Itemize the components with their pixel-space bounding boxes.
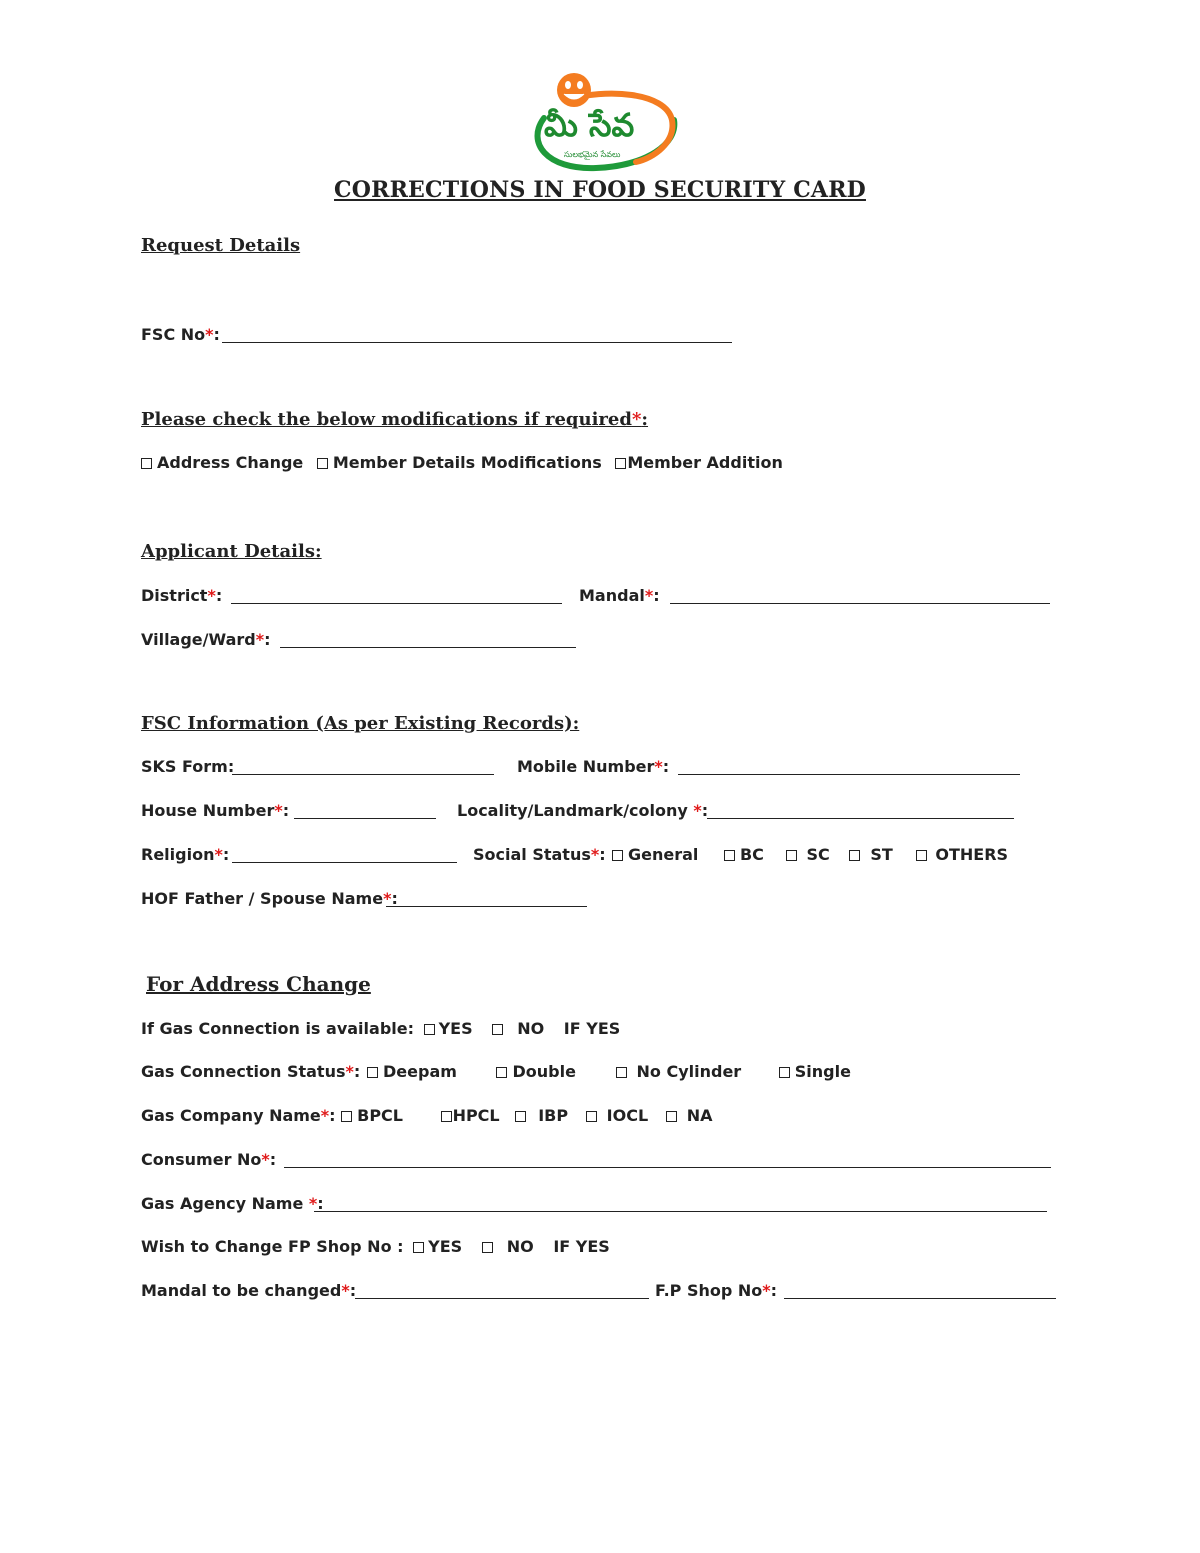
gas-status-label: Gas Connection Status*:	[141, 1062, 361, 1081]
member-addition-option[interactable]: Member Addition	[615, 453, 783, 472]
consumer-no-label: Consumer No*:	[141, 1150, 277, 1169]
fp-if-yes: IF YES	[553, 1237, 610, 1256]
address-change-option[interactable]: Address Change	[141, 453, 303, 472]
fp-no-checkbox[interactable]	[482, 1242, 493, 1253]
gas-no-checkbox[interactable]	[492, 1024, 503, 1035]
bpcl-option[interactable]: BPCL	[341, 1106, 403, 1125]
modification-options	[141, 453, 791, 472]
fp-shop-no-field[interactable]	[784, 1298, 1056, 1299]
fp-yes-checkbox[interactable]	[413, 1242, 424, 1253]
request-details-heading: Request Details	[141, 235, 301, 256]
iocl-checkbox[interactable]	[586, 1111, 597, 1122]
gas-available-row	[141, 1019, 620, 1038]
modifications-heading: Please check the below modifications if required*:	[141, 409, 649, 430]
sc-checkbox[interactable]	[786, 850, 797, 861]
iocl-option[interactable]: IOCL	[586, 1106, 649, 1125]
fp-shop-row	[141, 1237, 610, 1256]
address-change-checkbox[interactable]	[141, 458, 152, 469]
village-label: Village/Ward*:	[141, 630, 271, 649]
gas-yes-option[interactable]: YES	[424, 1019, 473, 1038]
social-others-option[interactable]: OTHERS	[916, 845, 1008, 864]
fp-shop-label: Wish to Change FP Shop No :	[141, 1237, 404, 1256]
hof-label: HOF Father / Spouse Name*:	[141, 889, 398, 908]
double-checkbox[interactable]	[496, 1067, 507, 1078]
gas-company-row: Gas Company Name*: BPCL HPCL IBP IOCL NA	[141, 1106, 713, 1125]
house-number-field[interactable]	[294, 818, 436, 819]
sks-form-label: SKS Form:	[141, 757, 235, 776]
logo-text: మీ సేవ	[544, 106, 635, 144]
fsc-info-heading: FSC Information (As per Existing Records):	[141, 713, 580, 734]
mobile-field[interactable]	[678, 774, 1020, 775]
others-checkbox[interactable]	[916, 850, 927, 861]
na-checkbox[interactable]	[666, 1111, 677, 1122]
form-title: CORRECTIONS IN FOOD SECURITY CARD	[334, 177, 866, 203]
village-field[interactable]	[280, 647, 576, 648]
no-cylinder-checkbox[interactable]	[616, 1067, 627, 1078]
fsc-no-label: FSC No*:	[141, 325, 220, 344]
member-details-checkbox[interactable]	[317, 458, 328, 469]
fp-shop-no-label: F.P Shop No*:	[655, 1281, 778, 1300]
sks-form-field[interactable]	[232, 774, 494, 775]
na-option[interactable]: NA	[666, 1106, 713, 1125]
social-status-label: Social Status*:	[473, 845, 606, 864]
member-details-option[interactable]: Member Details Modifications	[317, 453, 602, 472]
member-addition-checkbox[interactable]	[615, 458, 626, 469]
gas-agency-label: Gas Agency Name *:	[141, 1194, 324, 1213]
social-bc-option[interactable]: BC	[724, 845, 764, 864]
general-checkbox[interactable]	[612, 850, 623, 861]
district-field[interactable]	[231, 603, 562, 604]
bc-checkbox[interactable]	[724, 850, 735, 861]
deepam-checkbox[interactable]	[367, 1067, 378, 1078]
district-label: District*:	[141, 586, 223, 605]
social-status-options	[612, 845, 1016, 864]
fp-no-option[interactable]: NO	[482, 1237, 534, 1256]
no-cylinder-option[interactable]: No Cylinder	[616, 1062, 742, 1081]
gas-status-options	[367, 1062, 859, 1081]
ibp-checkbox[interactable]	[515, 1111, 526, 1122]
st-checkbox[interactable]	[849, 850, 860, 861]
bpcl-checkbox[interactable]	[341, 1111, 352, 1122]
social-general-option[interactable]: General	[612, 845, 698, 864]
deepam-option[interactable]: Deepam	[367, 1062, 457, 1081]
religion-field[interactable]	[232, 862, 457, 863]
gas-yes-checkbox[interactable]	[424, 1024, 435, 1035]
gas-if-yes: IF YES	[563, 1019, 621, 1038]
single-checkbox[interactable]	[779, 1067, 790, 1078]
hpcl-option[interactable]: HPCL	[441, 1106, 500, 1125]
fp-yes-option[interactable]: YES	[413, 1237, 462, 1256]
locality-label: Locality/Landmark/colony *:	[457, 801, 709, 820]
consumer-no-field[interactable]	[284, 1167, 1051, 1168]
applicant-details-heading: Applicant Details:	[141, 541, 322, 562]
locality-field[interactable]	[707, 818, 1014, 819]
hpcl-checkbox[interactable]	[441, 1111, 452, 1122]
logo-tagline: సులభమైన సేవలు	[564, 150, 621, 159]
gas-company-label: Gas Company Name	[141, 1106, 321, 1125]
mandal-change-label: Mandal to be changed*:	[141, 1281, 357, 1300]
social-st-option[interactable]: ST	[849, 845, 892, 864]
meeseva-logo	[526, 70, 678, 172]
gas-no-option[interactable]: NO	[492, 1019, 544, 1038]
gas-available-label: If Gas Connection is available:	[141, 1019, 414, 1038]
fsc-no-field[interactable]	[222, 342, 732, 343]
mandal-field[interactable]	[670, 603, 1050, 604]
address-change-heading: For Address Change	[146, 972, 371, 996]
single-option[interactable]: Single	[779, 1062, 851, 1081]
house-number-label: House Number*:	[141, 801, 290, 820]
religion-label: Religion*:	[141, 845, 230, 864]
mobile-label: Mobile Number*:	[517, 757, 670, 776]
mandal-label: Mandal*:	[579, 586, 660, 605]
social-sc-option[interactable]: SC	[786, 845, 830, 864]
mandal-change-field[interactable]	[355, 1298, 649, 1299]
ibp-option[interactable]: IBP	[515, 1106, 568, 1125]
double-option[interactable]: Double	[496, 1062, 575, 1081]
hof-field[interactable]	[386, 906, 587, 907]
gas-agency-field[interactable]	[314, 1211, 1047, 1212]
